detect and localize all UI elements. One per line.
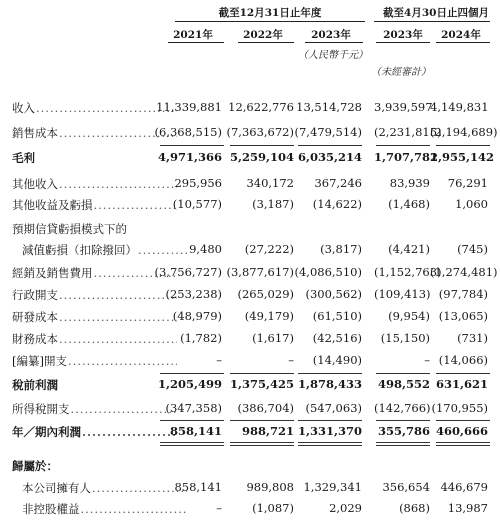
cell: 446,679 <box>440 480 488 494</box>
cell: (265,029) <box>237 287 294 301</box>
total-rule <box>230 442 294 443</box>
cell: 3,939,597 <box>374 100 433 114</box>
cell: 13,514,728 <box>296 100 362 114</box>
row-label: 預期信貸虧損模式下的 <box>12 222 127 236</box>
cell: – <box>424 353 430 367</box>
cell: (13,065) <box>438 309 488 323</box>
year-rule-2024-interim <box>436 42 490 43</box>
row-label: 經銷及銷售費用 ..... <box>12 265 177 281</box>
cell: 1,329,341 <box>303 480 362 494</box>
cell: (547,063) <box>305 401 362 415</box>
cell: 76,291 <box>447 176 488 190</box>
sum-rule <box>230 420 294 421</box>
row-label: [編纂]開支 ..... <box>12 353 177 369</box>
cell: (4,421) <box>388 242 430 256</box>
total-rule <box>376 445 430 446</box>
cell: 858,141 <box>174 480 222 494</box>
sum-rule <box>298 420 362 421</box>
table-row-admin <box>0 287 500 305</box>
sum-rule <box>230 373 294 374</box>
table-row-other-income <box>0 176 500 194</box>
cell: 858,141 <box>169 424 222 438</box>
sum-rule <box>230 145 294 146</box>
year-2023-interim: 2023年 <box>383 29 423 41</box>
cell: 1,955,142 <box>430 150 495 164</box>
sum-rule <box>376 145 430 146</box>
cell: (731) <box>457 331 488 345</box>
cell: (49,179) <box>244 309 294 323</box>
row-label: 年／期內利潤 ..... <box>12 424 177 440</box>
cell: (347,358) <box>165 401 222 415</box>
row-label: 非控股權益 ..... <box>22 501 187 517</box>
row-label: 本公司擁有人 ..... <box>22 480 187 496</box>
cell: 13,987 <box>447 501 488 515</box>
cell: (1,782) <box>180 331 222 345</box>
cell: (386,704) <box>237 401 294 415</box>
cell: (10,577) <box>172 197 222 211</box>
table-row-profit-before-tax <box>0 377 500 395</box>
cell: 340,172 <box>246 176 294 190</box>
row-label: 稅前利潤 <box>12 378 58 392</box>
cell: (1,087) <box>252 501 294 515</box>
cell: 2,029 <box>329 501 362 515</box>
row-label: 財務成本 ..... <box>12 331 177 347</box>
table-row-ecl-heading <box>0 221 500 239</box>
cell: 498,552 <box>377 377 430 391</box>
table-row-attributable-heading <box>0 458 500 476</box>
cell: (7,363,672) <box>226 125 294 139</box>
total-rule <box>298 442 362 443</box>
cell: (3,756,727) <box>154 265 222 279</box>
total-rule <box>376 442 430 443</box>
cell: 460,666 <box>435 424 488 438</box>
cell: 631,621 <box>435 377 488 391</box>
year-rule-2021 <box>168 42 224 43</box>
cell: 11,339,881 <box>156 100 222 114</box>
cell: 4,149,831 <box>430 100 489 114</box>
table-row-owners <box>0 480 500 498</box>
cell: 356,654 <box>382 480 430 494</box>
cell: (9,954) <box>388 309 430 323</box>
cell: (1,617) <box>252 331 294 345</box>
table-row-cost-of-sales <box>0 125 500 143</box>
cell: 1,375,425 <box>229 377 294 391</box>
sum-rule <box>160 420 224 421</box>
cell: (61,510) <box>312 309 362 323</box>
cell: (868) <box>399 501 430 515</box>
year-rule-2023-interim <box>376 42 430 43</box>
sum-rule <box>160 145 224 146</box>
year-2022: 2022年 <box>243 29 283 41</box>
total-rule <box>160 445 224 446</box>
cell: 1,060 <box>455 197 488 211</box>
sum-rule <box>298 145 362 146</box>
sum-rule <box>298 373 362 374</box>
cell: – <box>216 501 222 515</box>
cell: (2,194,689) <box>430 125 498 139</box>
cell: 83,939 <box>389 176 430 190</box>
cell: 1,707,782 <box>374 150 439 164</box>
year-2023: 2023年 <box>311 29 351 41</box>
cell: (42,516) <box>312 331 362 345</box>
cell: 4,971,366 <box>157 150 222 164</box>
cell: (142,766) <box>374 401 431 415</box>
table-row-impairment <box>0 242 500 260</box>
cell: (1,274,481) <box>430 265 498 279</box>
sum-rule <box>436 420 490 421</box>
cell: 1,331,370 <box>297 424 362 438</box>
cell: (48,979) <box>172 309 222 323</box>
cell: (170,955) <box>431 401 488 415</box>
cell: (14,066) <box>438 353 488 367</box>
sum-rule <box>376 420 430 421</box>
cell: (2,231,815) <box>374 125 442 139</box>
year-rule-2023 <box>305 42 363 43</box>
row-label: 歸屬於： <box>12 459 58 473</box>
cell: (7,479,514) <box>294 125 362 139</box>
header-group-interim: 截至4月30日止四個月 <box>383 7 489 19</box>
unit-note: （人民幣千元） <box>298 50 368 61</box>
header-group-annual: 截至12月31日止年度 <box>218 7 322 19</box>
table-row-gross-profit <box>0 150 500 168</box>
cell: 9,480 <box>189 242 222 256</box>
table-row-nci <box>0 501 500 519</box>
year-2024-interim: 2024年 <box>441 29 481 41</box>
table-row-rnd <box>0 309 500 327</box>
cell: (745) <box>457 242 488 256</box>
row-label: 銷售成本 ..... <box>12 125 177 141</box>
table-row-redacted-expense <box>0 353 500 371</box>
sum-rule <box>376 373 430 374</box>
cell: 6,035,214 <box>297 150 362 164</box>
cell: 988,721 <box>241 424 294 438</box>
cell: (15,150) <box>380 331 430 345</box>
total-rule <box>298 445 362 446</box>
unaudited-note: （未經審計） <box>371 67 431 78</box>
header-rule-annual <box>175 21 365 22</box>
total-rule <box>230 445 294 446</box>
cell: 1,878,433 <box>297 377 362 391</box>
table-row-profit-for-period <box>0 424 500 442</box>
row-label: 所得稅開支 ..... <box>12 401 177 417</box>
cell: (27,222) <box>244 242 294 256</box>
cell: (14,490) <box>312 353 362 367</box>
cell: 12,622,776 <box>228 100 294 114</box>
row-label: 毛利 <box>12 151 35 165</box>
table-row-distribution-selling <box>0 265 500 283</box>
cell: (4,086,510) <box>294 265 362 279</box>
cell: 5,259,104 <box>229 150 294 164</box>
total-rule <box>436 442 490 443</box>
cell: 989,808 <box>246 480 294 494</box>
cell: (97,784) <box>438 287 488 301</box>
cell: (300,562) <box>305 287 362 301</box>
cell: (14,622) <box>312 197 362 211</box>
cell: (3,817) <box>320 242 362 256</box>
table-row-finance-cost <box>0 331 500 349</box>
row-label: 減值虧損（扣除撥回） ..... <box>22 242 187 258</box>
row-label: 其他收入 ..... <box>12 176 177 192</box>
year-2021: 2021年 <box>173 29 213 41</box>
table-row-other-gains <box>0 197 500 215</box>
cell: (3,877,617) <box>226 265 294 279</box>
cell: 295,956 <box>174 176 222 190</box>
sum-rule <box>436 373 490 374</box>
total-rule <box>436 445 490 446</box>
cell: 355,786 <box>377 424 430 438</box>
row-label: 收入 ..... <box>12 100 177 116</box>
cell: – <box>288 353 294 367</box>
row-label: 研發成本 ..... <box>12 309 177 325</box>
year-rule-2022 <box>238 42 294 43</box>
table-row-income-tax <box>0 401 500 419</box>
sum-rule <box>160 373 224 374</box>
header-rule-interim <box>374 21 490 22</box>
cell: 1,205,499 <box>157 377 222 391</box>
cell: (1,152,763) <box>374 265 442 279</box>
row-label: 其他收益及虧損 ..... <box>12 197 177 213</box>
sum-rule <box>436 145 490 146</box>
table-row-revenue <box>0 100 500 118</box>
cell: (1,468) <box>388 197 430 211</box>
cell: (3,187) <box>252 197 294 211</box>
row-label: 行政開支 ..... <box>12 287 177 303</box>
cell: – <box>216 353 222 367</box>
cell: 367,246 <box>314 176 362 190</box>
total-rule <box>160 442 224 443</box>
cell: (6,368,515) <box>154 125 222 139</box>
cell: (253,238) <box>165 287 222 301</box>
cell: (109,413) <box>374 287 431 301</box>
